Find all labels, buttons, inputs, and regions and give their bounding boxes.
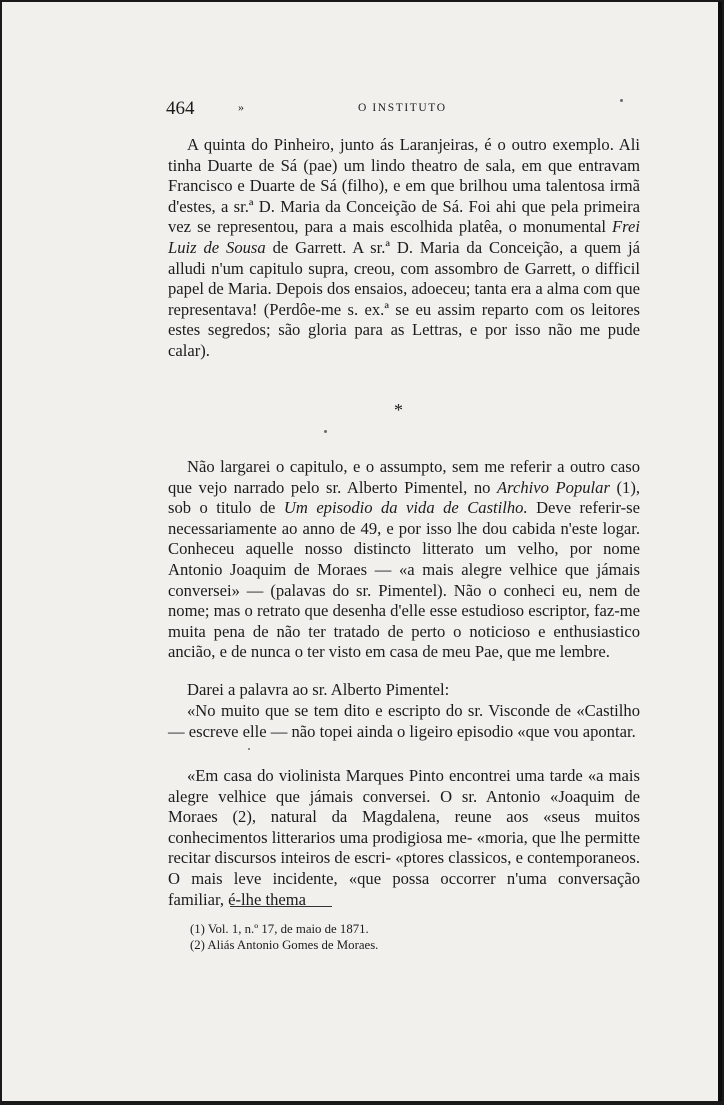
dust-speck <box>248 748 250 750</box>
paragraph-text: (1), sob o titulo de <box>168 477 640 518</box>
section-separator: * <box>394 400 403 420</box>
paragraph-castilho-episode <box>168 457 640 663</box>
footnote-2: (2) Aliás Antonio Gomes de Moraes. <box>190 938 379 952</box>
page-header <box>168 98 640 122</box>
footnote-1: (1) Vol. 1, n.º 17, de maio de 1871. <box>190 922 369 936</box>
paragraph-darei-a-palavra: Darei a palavra ao sr. Alberto Pimentel: <box>187 680 450 699</box>
quotation-paragraph-1: «No muito que se tem dito e escripto do sr. Visconde de «Castilho — escreve elle — não topei ainda o ligeiro episodio «que vou apontar. <box>168 701 640 741</box>
paragraph-text: de Garrett. A sr.ª D. Maria da Conceição, a quem já alludi n'um capitulo supra, creou, com assombro de Garrett, o difficil papel de Maria. Depois dos ensaios, adoeceu; tanta era a alma com que representava! (Perdôe-me s. ex.ª se eu assim reparto com os leitores estes segredos; são gloria para as Lettras, e por isso não me pude calar). <box>168 237 640 360</box>
paragraph-text: A quinta do Pinheiro, junto ás Laranjeiras, é o outro exemplo. Ali tinha Duarte de Sá (pae) um lindo theatro de sala, em que entravam Francisco e Duarte de Sá (filho), e em que brilhou uma talentosa irmã d'estes, a sr.ª D. Maria da Conceição de Sá. Foi ahi que pela primeira vez se representou, para a mais escolhida platêa, o monumental <box>168 135 640 237</box>
running-head-mark: » <box>238 100 244 114</box>
paragraph-text: Deve referir-se necessariamente ao anno de 49, e por isso lhe dou cabida n'este logar. Conheceu aquelle nosso distincto litterato um velho, por nome Antonio Joaquim de Moraes — «a mais alegre velhice que jámais conversei» — (palavas do sr. Pimentel). Não o conheci eu, nem de nome; mas o retrato que desenha d'elle esse estudioso escriptor, faz-me muita pena de não ter tratado de perto o noticioso e enthusiastico ancião, e de nunca o ter visto em casa de meu Pae, que me lembre. <box>168 498 640 662</box>
paragraph-text: Não largarei o capitulo, e o assumpto, sem me referir a outro caso que vejo narrado pelo sr. Alberto Pimentel, no <box>168 457 640 497</box>
dust-speck <box>324 430 327 433</box>
page-number: 464 <box>166 98 195 119</box>
quotation-paragraph-2: «Em casa do violinista Marques Pinto encontrei uma tarde «a mais alegre velhice que jámais conversei. O sr. Antonio «Joaquim de Moraes (2), natural da Magdalena, reune aos «seus muitos conhecimentos litterarios uma prodigiosa me- «moria, que lhe permitte recitar discursos inteiros de escri- «ptores classicos, e contemporaneos. O mais leve incidente, «que possa occorrer n'uma conversação familiar, é-lhe thema <box>168 766 640 909</box>
footnotes <box>190 921 378 953</box>
scanned-page <box>2 2 722 1101</box>
running-head: O INSTITUTO <box>358 102 447 114</box>
paragraph-quinta-do-pinheiro <box>168 135 640 362</box>
publication-title: Archivo Popular <box>497 477 610 497</box>
footnote-rule <box>230 906 332 907</box>
article-title: Um episodio da vida de Castilho. <box>283 498 528 518</box>
book-title: Frei Luiz de Sousa <box>168 217 640 257</box>
